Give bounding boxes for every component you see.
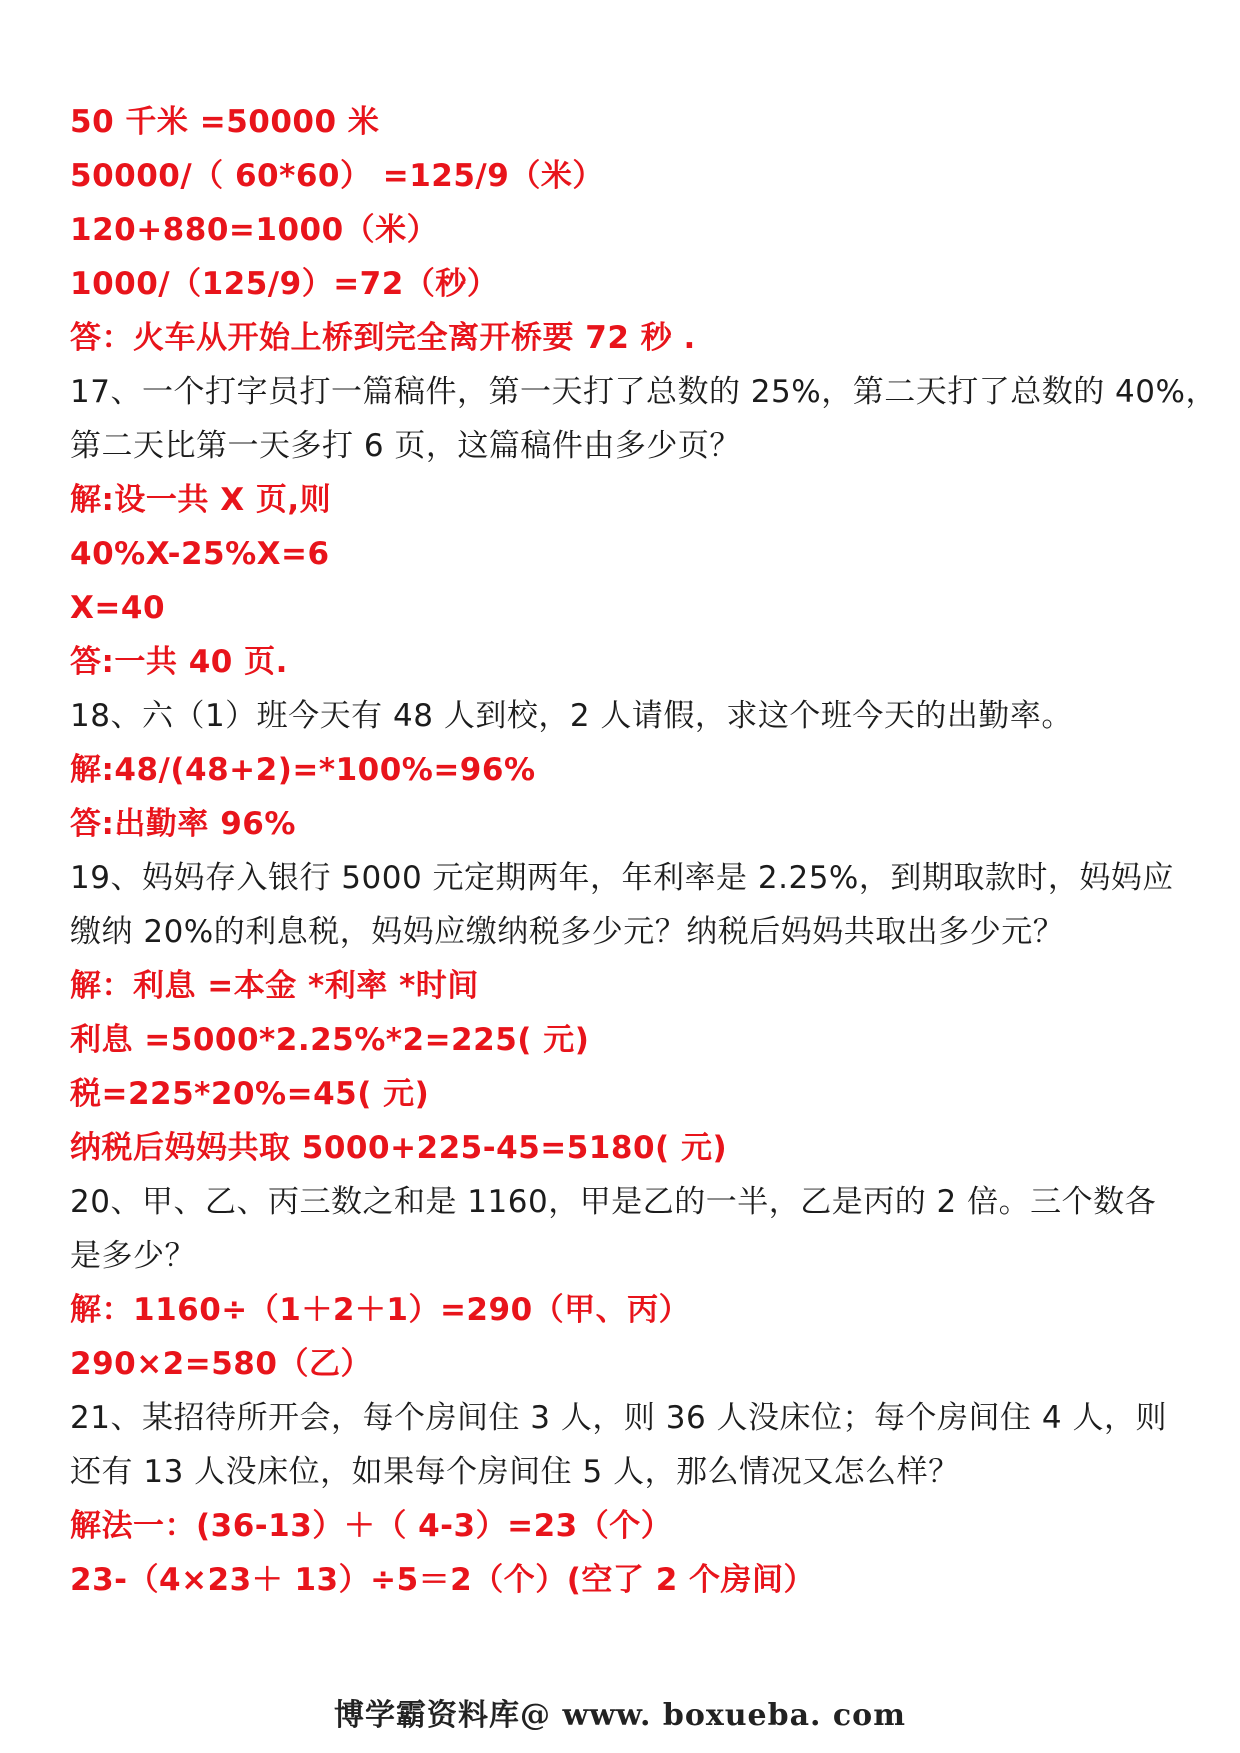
question-17-line-1: 17、一个打字员打一篇稿件，第一天打了总数的 25%，第二天打了总数的 40%， bbox=[70, 374, 1217, 410]
text-line: 1000/（125/9）=72（秒） bbox=[70, 266, 499, 302]
question-21-line-1: 21、某招待所开会，每个房间住 3 人，则 36 人没床位；每个房间住 4 人，则 bbox=[70, 1400, 1167, 1436]
text-line: 120+880=1000（米） bbox=[70, 212, 439, 248]
solution-line: 解：1160÷（1＋2＋1）=290（甲、丙） bbox=[70, 1292, 691, 1328]
text-line: 50000/（ 60*60） =125/9（米） bbox=[70, 158, 604, 194]
question-19-line-2: 缴纳 20%的利息税，妈妈应缴纳税多少元？纳税后妈妈共取出多少元？ bbox=[70, 914, 1065, 950]
solution-line: 290×2=580（乙） bbox=[70, 1346, 372, 1382]
answer-line: 答:出勤率 96% bbox=[70, 806, 296, 842]
watermark: 博学霸资料库@ www. boxueba. com bbox=[334, 1698, 906, 1733]
question-20-line-1: 20、甲、乙、丙三数之和是 1160，甲是乙的一半，乙是丙的 2 倍。三个数各 bbox=[70, 1184, 1157, 1220]
solution-line: 解：利息 =本金 *利率 *时间 bbox=[70, 968, 479, 1004]
solution-line: 解法一：(36-13）＋（ 4-3）=23（个） bbox=[70, 1508, 673, 1544]
solution-line: 税=225*20%=45( 元) bbox=[70, 1076, 430, 1112]
question-17-line-2: 第二天比第一天多打 6 页，这篇稿件由多少页？ bbox=[70, 428, 741, 464]
question-21-line-2: 还有 13 人没床位，如果每个房间住 5 人，那么情况又怎么样？ bbox=[70, 1454, 960, 1490]
answer-line: 答：火车从开始上桥到完全离开桥要 72 秒 . bbox=[70, 320, 696, 356]
solution-line: 40%X-25%X=6 bbox=[70, 536, 330, 572]
solution-line: 解:48/(48+2)=*100%=96% bbox=[70, 752, 536, 788]
solution-line: 解:设一共 X 页,则 bbox=[70, 482, 332, 518]
question-20-line-2: 是多少？ bbox=[70, 1238, 196, 1274]
solution-line: 利息 =5000*2.25%*2=225( 元) bbox=[70, 1022, 590, 1058]
solution-line: 23-（4×23＋ 13）÷5＝2（个）(空了 2 个房间） bbox=[70, 1562, 816, 1598]
question-19-line-1: 19、妈妈存入银行 5000 元定期两年，年利率是 2.25%，到期取款时，妈妈应 bbox=[70, 860, 1174, 896]
solution-line: X=40 bbox=[70, 590, 166, 626]
question-18-line: 18、六（1）班今天有 48 人到校，2 人请假，求这个班今天的出勤率。 bbox=[70, 698, 1073, 734]
document-content bbox=[70, 95, 1217, 1607]
answer-line: 答:一共 40 页. bbox=[70, 644, 288, 680]
solution-line: 纳税后妈妈共取 5000+225-45=5180( 元) bbox=[70, 1130, 728, 1166]
text-line: 50 千米 =50000 米 bbox=[70, 104, 380, 140]
